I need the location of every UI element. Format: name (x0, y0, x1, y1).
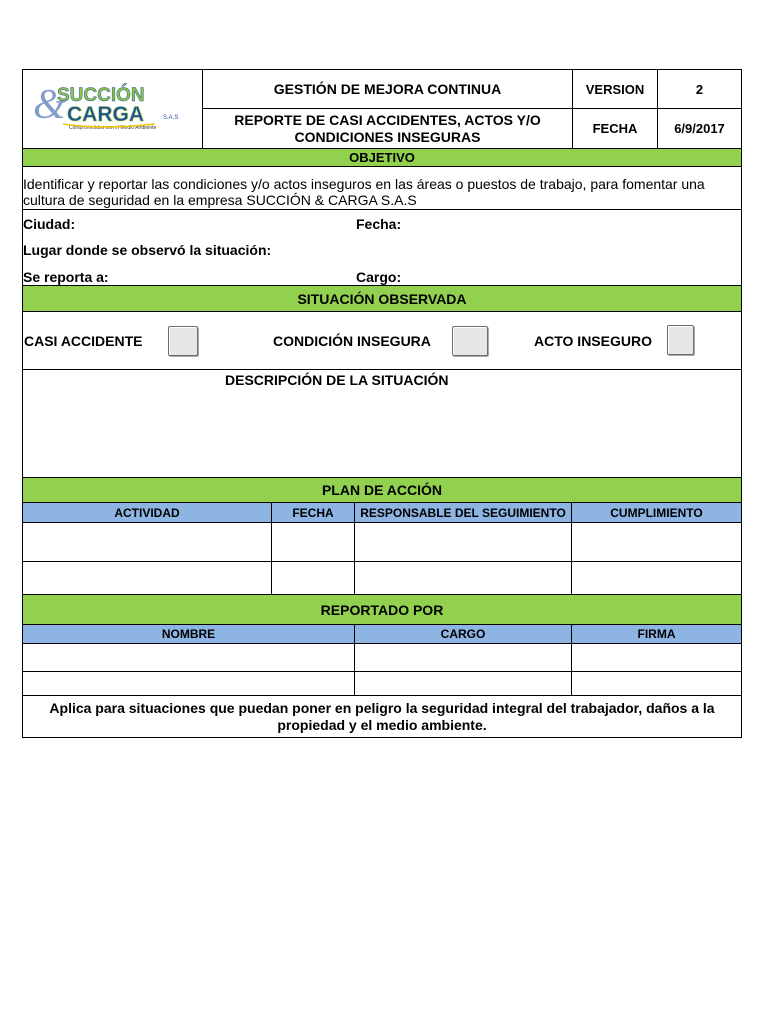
version-label: VERSION (572, 69, 658, 109)
reportado-cell[interactable] (354, 671, 572, 696)
plan-cell[interactable] (22, 561, 272, 595)
col-actividad: ACTIVIDAD (22, 502, 272, 523)
plan-cell[interactable] (571, 522, 742, 562)
document-subtitle: REPORTE DE CASI ACCIDENTES, ACTOS Y/O CONDICIONES INSEGURAS (202, 108, 573, 149)
plan-cell[interactable] (354, 561, 572, 595)
descripcion-heading: DESCRIPCIÓN DE LA SITUACIÓN (225, 372, 449, 388)
reportado-cell[interactable] (354, 643, 572, 672)
plan-cell[interactable] (271, 522, 355, 562)
reportado-cell[interactable] (22, 671, 355, 696)
reportado-cell[interactable] (22, 643, 355, 672)
fecha-header-label: FECHA (572, 108, 658, 149)
col-fecha: FECHA (271, 502, 355, 523)
situacion-heading: SITUACIÓN OBSERVADA (22, 285, 742, 312)
col-nombre: NOMBRE (22, 624, 355, 644)
document-title: GESTIÓN DE MEJORA CONTINUA (202, 69, 573, 109)
casi-accidente-label: CASI ACCIDENTE (24, 333, 143, 349)
plan-accion-heading: PLAN DE ACCIÓN (22, 477, 742, 503)
objetivo-text: Identificar y reportar las condiciones y/o actos inseguros en las áreas o puestos de trabajo, para fomentar una cultura de seguridad en la empresa SUCCIÓN & CARGA S.A.S (23, 176, 705, 208)
reportado-heading: REPORTADO POR (22, 594, 742, 625)
plan-cell[interactable] (571, 561, 742, 595)
cargo-label: Cargo: (356, 269, 402, 285)
col-firma: FIRMA (571, 624, 742, 644)
svg-text:&: & (33, 82, 66, 128)
logo-cell (22, 69, 203, 149)
footer-note: Aplica para situaciones que puedan poner en peligro la seguridad integral del trabajador, daños a la propiedad y el medio ambiente. (22, 695, 742, 738)
col-cargo: CARGO (354, 624, 572, 644)
acto-inseguro-checkbox[interactable] (667, 325, 694, 355)
casi-accidente-checkbox[interactable] (168, 326, 198, 356)
col-cumplimiento: CUMPLIMIENTO (571, 502, 742, 523)
condicion-insegura-checkbox[interactable] (452, 326, 488, 356)
condicion-insegura-label: CONDICIÓN INSEGURA (273, 333, 431, 349)
fecha-header-value: 6/9/2017 (657, 108, 742, 149)
acto-inseguro-label: ACTO INSEGURO (534, 333, 652, 349)
company-logo (23, 70, 202, 148)
col-responsable: RESPONSABLE DEL SEGUIMIENTO (354, 502, 572, 523)
reportado-cell[interactable] (571, 671, 742, 696)
fecha-label: Fecha: (356, 216, 402, 232)
version-value: 2 (657, 69, 742, 109)
lugar-label: Lugar donde se observó la situación: (23, 242, 272, 258)
logo-tagline: Comprometidos con el Medio Ambiente (69, 125, 157, 131)
plan-cell[interactable] (271, 561, 355, 595)
logo-name-top: SUCCIÓN (57, 85, 145, 106)
objetivo-heading: OBJETIVO (22, 148, 742, 167)
logo-name-bottom: CARGA (67, 103, 144, 126)
ciudad-label: Ciudad: (23, 216, 76, 232)
plan-cell[interactable] (22, 522, 272, 562)
se-reporta-label: Se reporta a: (23, 269, 109, 285)
plan-cell[interactable] (354, 522, 572, 562)
divider (22, 209, 742, 210)
reportado-cell[interactable] (571, 643, 742, 672)
logo-suffix: S.A.S (163, 115, 179, 121)
